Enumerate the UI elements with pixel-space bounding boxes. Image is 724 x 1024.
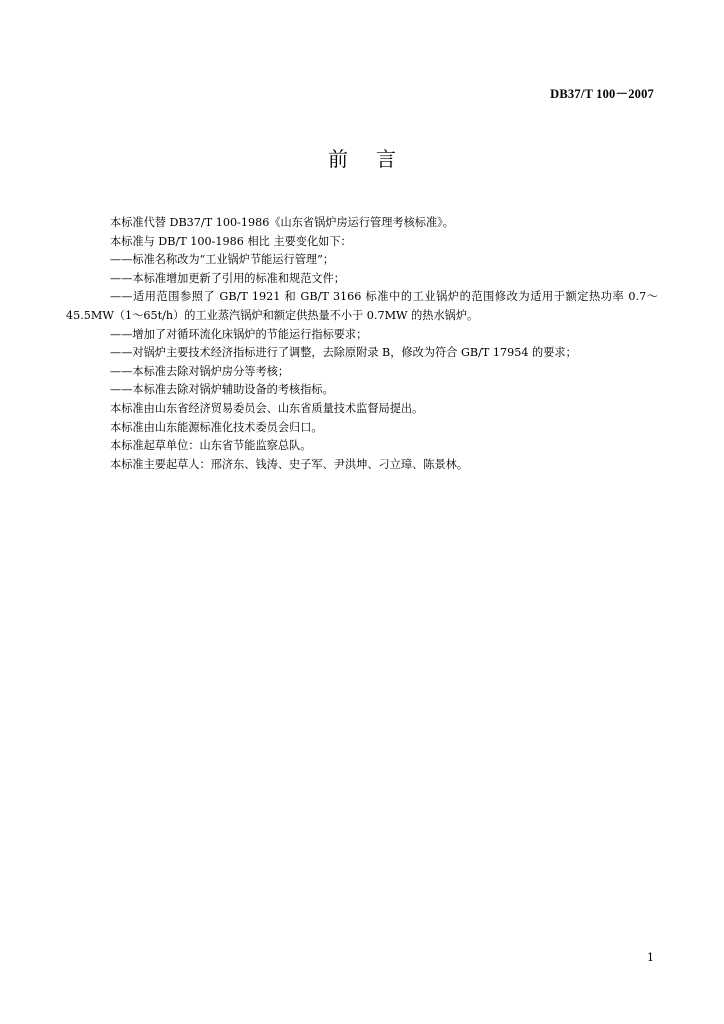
paragraph: ——标准名称改为“工业锅炉节能运行管理”； bbox=[110, 253, 335, 267]
paragraph: 本标准起草单位：山东省节能监察总队。 bbox=[110, 439, 312, 453]
paragraph: 本标准由山东能源标准化技术委员会归口。 bbox=[110, 420, 323, 434]
paragraph: ——适用范围参照了 GB/T 1921 和 GB/T 3166 标准中的工业锅炉的范围修改为适用于额定热功率 0.7～45.5MW（1～65t/h）的工业蒸汽锅炉和额定供热量不小于 0.7MW 的热水锅炉。 bbox=[66, 290, 658, 322]
page-title: 前言 bbox=[328, 147, 424, 171]
paragraph: ——对锅炉主要技术经济指标进行了调整，去除原附录 B，修改为符合 GB/T 17954 的要求； bbox=[110, 346, 577, 360]
page-number: 1 bbox=[647, 951, 654, 964]
foreword-body bbox=[66, 214, 658, 474]
document-number: DB37/T 100－2007 bbox=[550, 87, 654, 101]
paragraph: ——本标准增加更新了引用的标准和规范文件； bbox=[110, 271, 345, 285]
paragraph: 本标准与 DB/T 100-1986 相比 主要变化如下： bbox=[110, 234, 352, 248]
paragraph: 本标准由山东省经济贸易委员会、山东省质量技术监督局提出。 bbox=[110, 401, 424, 415]
header-rule bbox=[66, 103, 656, 104]
paragraph: ——增加了对循环流化床锅炉的节能运行指标要求； bbox=[110, 327, 368, 341]
paragraph: ——本标准去除对锅炉辅助设备的考核指标。 bbox=[110, 383, 334, 397]
paragraph: 本标准代替 DB37/T 100-1986《山东省锅炉房运行管理考核标准》。 bbox=[110, 216, 454, 229]
paragraph: 本标准主要起草人：邢济东、钱涛、史子军、尹洪坤、刁立璋、陈景林。 bbox=[110, 457, 469, 471]
paragraph: ——本标准去除对锅炉房分等考核； bbox=[110, 364, 290, 378]
